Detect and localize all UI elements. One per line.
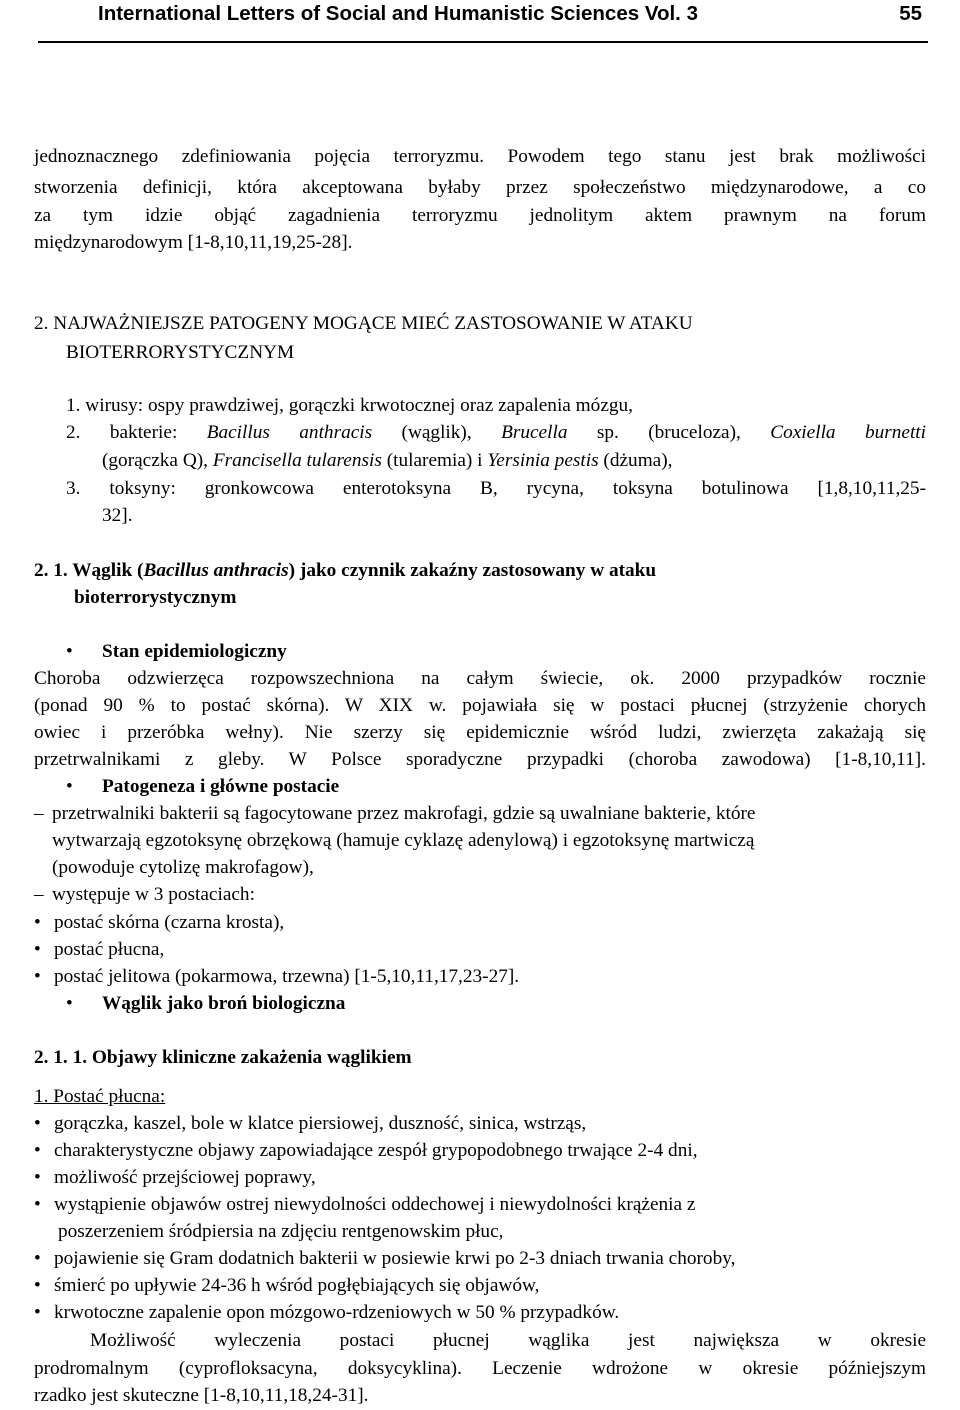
pathogenesis-heading: Patogeneza i główne postacie bbox=[102, 776, 340, 797]
symptom-item-continuation: poszerzeniem śródpiersia na zdjęciu rentgenowskim płuc, bbox=[58, 1221, 504, 1242]
section-2-1-title-line-1: 2. 1. Wąglik (Bacillus anthracis) jako czynnik zakaźny zastosowany w ataku bbox=[34, 560, 657, 581]
pathogen-item-1: 1. wirusy: ospy prawdziwej, gorączki krwotocznej oraz zapalenia mózgu, bbox=[66, 395, 633, 416]
journal-title: International Letters of Social and Humanistic Sciences Vol. 3 bbox=[98, 2, 698, 25]
epi-line-1: Choroba odzwierzęca rozpowszechniona na całym świecie, ok. 2000 przypadków rocznie bbox=[34, 668, 926, 689]
section-2-1-title-line-2: bioterrorystycznym bbox=[74, 587, 237, 608]
bullet-icon: • bbox=[66, 776, 73, 797]
form-item: postać płucna, bbox=[54, 939, 165, 960]
intro-line-2: stworzenia definicji, która akceptowana byłaby przez społeczeństwo międzynarodowe, a co bbox=[34, 177, 926, 198]
section-2-title-line-1: 2. NAJWAŻNIEJSZE PATOGENY MOGĄCE MIEĆ ZASTOSOWANIE W ATAKU bbox=[34, 313, 693, 334]
pulmonary-form-subtitle: 1. Postać płucna: bbox=[34, 1086, 166, 1107]
header-rule bbox=[38, 41, 928, 43]
bullet-icon: • bbox=[34, 939, 41, 960]
bullet-icon: • bbox=[34, 912, 41, 933]
symptom-item: możliwość przejściowej poprawy, bbox=[54, 1167, 316, 1188]
bullet-icon: • bbox=[34, 966, 41, 987]
section-2-1-1-title: 2. 1. 1. Objawy kliniczne zakażenia wąglikiem bbox=[34, 1047, 412, 1068]
pathogen-item-3-line-1: 3. toksyny: gronkowcowa enterotoksyna B, rycyna, toksyna botulinowa [1,8,10,11,25- bbox=[66, 478, 926, 499]
dash-icon: – bbox=[34, 803, 44, 824]
epi-line-2: (ponad 90 % to postać skórna). W XIX w. pojawiała się w postaci płucnej (strzyżenie chorych bbox=[34, 695, 926, 716]
bullet-icon: • bbox=[66, 993, 73, 1014]
symptom-item: gorączka, kaszel, bole w klatce piersiowej, duszność, sinica, wstrząs, bbox=[54, 1113, 587, 1134]
symptom-item: wystąpienie objawów ostrej niewydolności oddechowej i niewydolności krążenia z bbox=[54, 1194, 696, 1215]
pathogenesis-line-4: występuje w 3 postaciach: bbox=[52, 884, 255, 905]
bullet-icon: • bbox=[34, 1302, 41, 1323]
symptom-item: charakterystyczne objawy zapowiadające zespół grypopodobnego trwające 2-4 dni, bbox=[54, 1140, 698, 1161]
pathogen-item-3-line-2: 32]. bbox=[102, 505, 133, 526]
page-number: 55 bbox=[899, 2, 922, 25]
epi-line-4: przetrwalnikami z gleby. W Polsce sporadyczne przypadki (choroba zawodowa) [1-8,10,11]. bbox=[34, 749, 926, 770]
symptom-item: śmierć po upływie 24-36 h wśród pogłębiających się objawów, bbox=[54, 1275, 540, 1296]
pathogenesis-line-2: wytwarzają egzotoksynę obrzękową (hamuje cyklazę adenylową) i egzotoksynę martwiczą bbox=[52, 830, 755, 851]
bullet-icon: • bbox=[34, 1194, 41, 1215]
running-header bbox=[0, 0, 960, 46]
symptom-item: pojawienie się Gram dodatnich bakterii w posiewie krwi po 2-3 dniach trwania choroby, bbox=[54, 1248, 736, 1269]
bullet-icon: • bbox=[34, 1140, 41, 1161]
pathogenesis-line-1: przetrwalniki bakterii są fagocytowane przez makrofagi, gdzie są uwalniane bakterie, które bbox=[52, 803, 756, 824]
bullet-icon: • bbox=[34, 1167, 41, 1188]
intro-line-3: za tym idzie objąć zagadnienia terroryzmu jednolitym aktem prawnym na forum bbox=[34, 205, 926, 226]
epi-line-3: owiec i przeróbka wełny). Nie szerzy się epidemicznie wśród ludzi, zwierzęta zakażają się bbox=[34, 722, 926, 743]
closing-line-1: Możliwość wyleczenia postaci płucnej wąglika jest największa w okresie bbox=[90, 1330, 926, 1351]
bullet-icon: • bbox=[34, 1248, 41, 1269]
epi-heading: Stan epidemiologiczny bbox=[102, 641, 287, 662]
closing-line-2: prodromalnym (cyprofloksacyna, doksycyklina). Leczenie wdrożone w okresie późniejszym bbox=[34, 1358, 926, 1379]
pathogen-item-2-line-2: (gorączka Q), Francisella tularensis (tularemia) i Yersinia pestis (dżuma), bbox=[102, 450, 673, 471]
symptom-item: krwotoczne zapalenie opon mózgowo-rdzeniowych w 50 % przypadków. bbox=[54, 1302, 620, 1323]
weapon-heading: Wąglik jako broń biologiczna bbox=[102, 993, 346, 1014]
form-item: postać jelitowa (pokarmowa, trzewna) [1-5,10,11,17,23-27]. bbox=[54, 966, 520, 987]
bullet-icon: • bbox=[66, 641, 73, 662]
intro-line-4: międzynarodowym [1-8,10,11,19,25-28]. bbox=[34, 232, 353, 253]
section-2-title-line-2: BIOTERRORYSTYCZNYM bbox=[66, 342, 295, 363]
pathogen-item-2-line-1: 2. bakterie: Bacillus anthracis (wąglik), Brucella sp. (bruceloza), Coxiella burnetti bbox=[66, 422, 927, 443]
dash-icon: – bbox=[34, 884, 44, 905]
bullet-icon: • bbox=[34, 1113, 41, 1134]
intro-line-1: jednoznacznego zdefiniowania pojęcia terroryzmu. Powodem tego stanu jest brak możliwości bbox=[34, 146, 926, 167]
form-item: postać skórna (czarna krosta), bbox=[54, 912, 285, 933]
pathogenesis-line-3: (powoduje cytolizę makrofagow), bbox=[52, 857, 314, 878]
bullet-icon: • bbox=[34, 1275, 41, 1296]
closing-line-3: rzadko jest skuteczne [1-8,10,11,18,24-31]. bbox=[34, 1385, 369, 1406]
